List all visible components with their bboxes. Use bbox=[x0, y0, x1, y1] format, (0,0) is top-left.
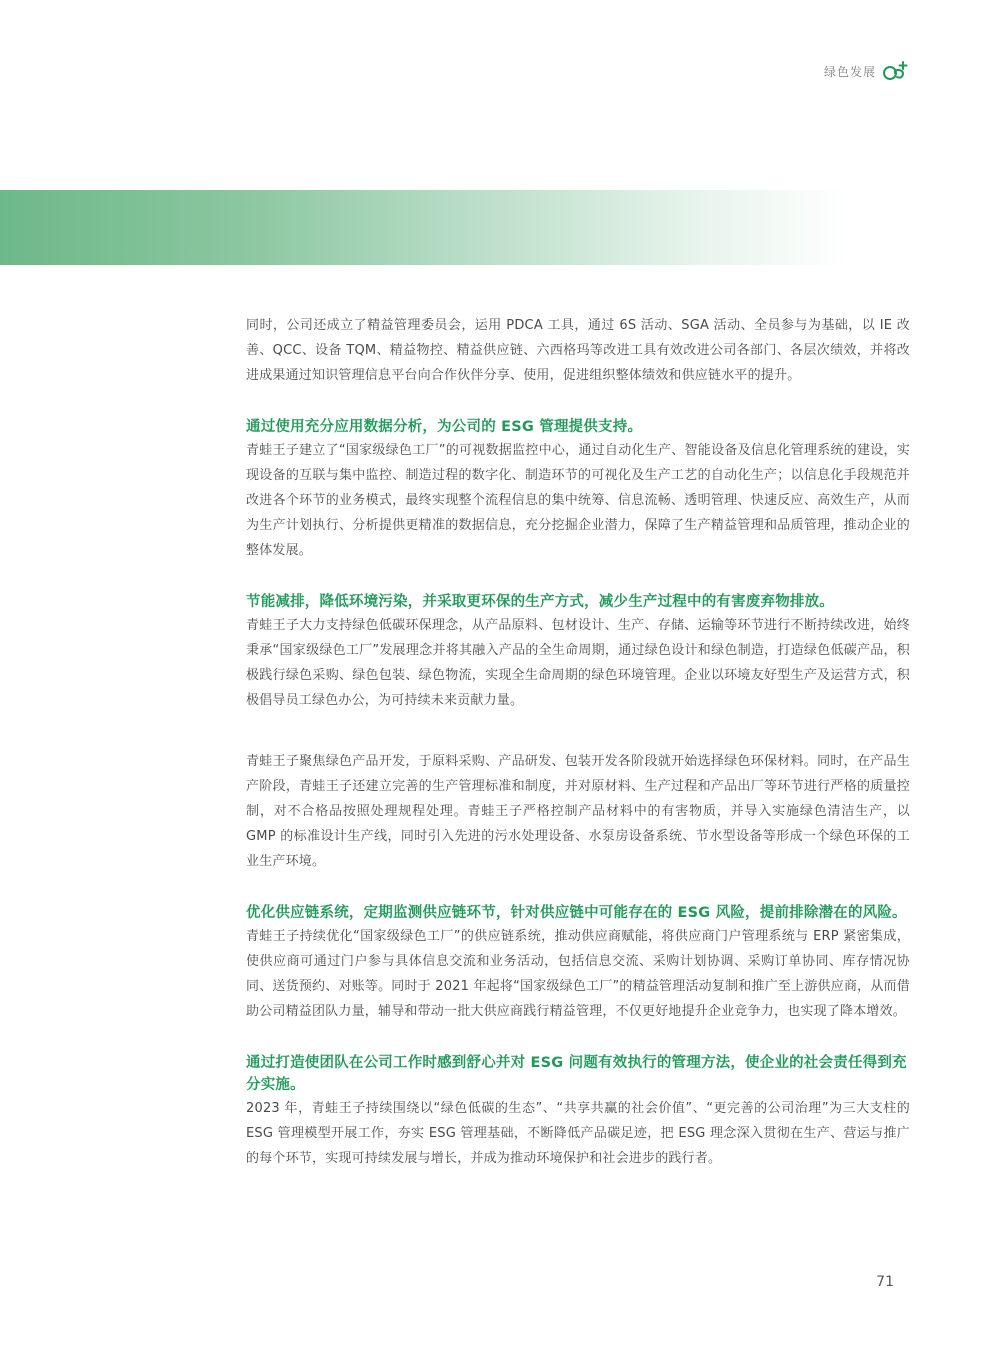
section-heading: 优化供应链系统，定期监测供应链环节，针对供应链中可能存在的 ESG 风险，提前排除潜在的风险。 bbox=[246, 905, 907, 921]
green-development-logo-icon bbox=[882, 60, 908, 82]
page-number: 71 bbox=[876, 1274, 894, 1290]
decorative-gradient-banner bbox=[0, 190, 1000, 265]
main-content bbox=[246, 313, 910, 1171]
page-header bbox=[824, 60, 908, 82]
section-label: 绿色发展 bbox=[823, 64, 876, 79]
body-paragraph: 青蛙王子建立了“国家级绿色工厂”的可视数据监控中心，通过自动化生产、智能设备及信息化管理系统的建设，实现设备的互联与集中监控、制造过程的数字化、制造环节的可视化及生产工艺的自动化生产；以信息化手段规范并改进各个环节的业务模式，最终实现整个流程信息的集中统筹、信息流畅、透明管理、快速反应、高效生产，从而为生产计划执行、分析提供更精准的数据信息，充分挖掘企业潜力，保障了生产精益管理和品质管理，推动企业的整体发展。 bbox=[246, 443, 910, 558]
body-paragraph: 青蛙王子大力支持绿色低碳环保理念，从产品原料、包材设计、生产、存储、运输等环节进行不断持续改进，始终秉承“国家级绿色工厂”发展理念并将其融入产品的全生命周期，通过绿色设计和绿色制造，打造绿色低碳产品，积极践行绿色采购、绿色包装、绿色物流，实现全生命周期的绿色环境管理。企业以环境友好型生产及运营方式，积极倡导员工绿色办公，为可持续未来贡献力量。 bbox=[246, 618, 910, 708]
body-paragraph: 青蛙王子持续优化“国家级绿色工厂”的供应链系统，推动供应商赋能，将供应商门户管理系统与 ERP 紧密集成，使供应商可通过门户参与具体信息交流和业务活动，包括信息交流、采购计划协调、采购订单协同、库存情况协同、送货预约、对账等。同时于 2021 年起将“国家级绿色工厂”的精益管理活动复制和推广至上游供应商，从而借助公司精益团队力量，辅导和带动一批大供应商践行精益管理，不仅更好地提升企业竞争力，也实现了降本增效。 bbox=[246, 929, 910, 1019]
body-paragraph: 同时，公司还成立了精益管理委员会，运用 PDCA 工具，通过 6S 活动、SGA 活动、全员参与为基础，以 IE 改善、QCC、设备 TQM、精益物控、精益供应链、六西格玛等改进工具有效改进公司各部门、各层次绩效，并将改进成果通过知识管理信息平台向合作伙伴分享、使用，促进组织整体绩效和供应链水平的提升。 bbox=[246, 318, 910, 383]
section-heading: 通过使用充分应用数据分析，为公司的 ESG 管理提供支持。 bbox=[246, 419, 643, 435]
body-paragraph: 2023 年，青蛙王子持续围绕以“绿色低碳的生态”、“共享共赢的社会价值”、“更完善的公司治理”为三大支柱的 ESG 管理模型开展工作，夯实 ESG 管理基础，不断降低产品碳足迹，把 ESG 理念深入贯彻在生产、营运与推广的每个环节，实现可持续发展与增长，并成为推动环境保护和社会进步的践行者。 bbox=[246, 1101, 910, 1166]
section-heading: 节能减排，降低环境污染，并采取更环保的生产方式，减少生产过程中的有害废弃物排放。 bbox=[246, 594, 834, 610]
body-paragraph: 青蛙王子聚焦绿色产品开发，于原料采购、产品研发、包装开发各阶段就开始选择绿色环保材料。同时，在产品生产阶段，青蛙王子还建立完善的生产管理标准和制度，并对原材料、生产过程和产品出厂等环节进行严格的质量控制，对不合格品按照处理规程处理。青蛙王子严格控制产品材料中的有害物质，并导入实施绿色清洁生产，以 GMP 的标准设计生产线，同时引入先进的污水处理设备、水泵房设备系统、节水型设备等形成一个绿色环保的工业生产环境。 bbox=[246, 754, 910, 869]
section-heading: 通过打造使团队在公司工作时感到舒心并对 ESG 问题有效执行的管理方法，使企业的社会责任得到充分实施。 bbox=[246, 1055, 907, 1093]
